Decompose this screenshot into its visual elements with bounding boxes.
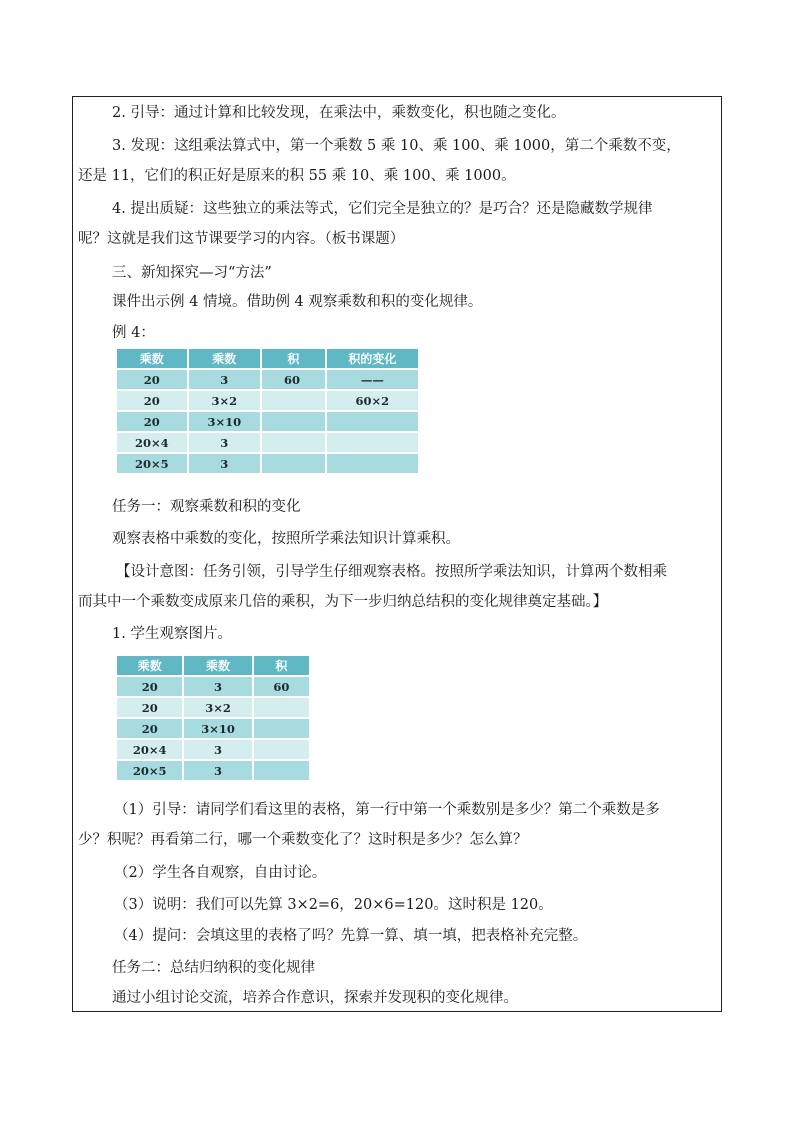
table-header-row	[116, 655, 310, 676]
paragraph-step-1-cont: 少？积呢？再看第二行，哪一个乘数变化了？这时积是多少？怎么算？	[78, 832, 528, 848]
table-cell: 60×2	[326, 390, 419, 411]
table-row	[116, 718, 310, 739]
column-header: 乘数	[188, 348, 262, 369]
paragraph-guide: 2. 引导：通过计算和比较发现，在乘法中，乘数变化，积也随之变化。	[112, 105, 566, 121]
paragraph-step-4: （4）提问：会填这里的表格了吗？先算一算、填一填，把表格补充完整。	[114, 928, 588, 944]
table-row	[116, 390, 419, 411]
table-cell: 3	[188, 432, 262, 453]
column-header: 积的变化	[326, 348, 419, 369]
table-cell	[261, 453, 326, 474]
table-cell: 3×10	[188, 411, 262, 432]
table-row	[116, 760, 310, 781]
table-cell	[326, 453, 419, 474]
table-cell: 3×2	[188, 390, 262, 411]
example-table	[115, 347, 420, 475]
table-row	[116, 739, 310, 760]
table-row	[116, 432, 419, 453]
table-cell: 3	[188, 453, 262, 474]
table-header-row	[116, 348, 419, 369]
paragraph-discover: 3. 发现：这组乘法算式中，第一个乘数 5 乘 10、乘 100、乘 1000，第二个乘数不变，	[112, 138, 681, 154]
table-row	[116, 453, 419, 474]
table-cell: 20	[116, 411, 188, 432]
table-cell	[326, 432, 419, 453]
paragraph-step-2: （2）学生各自观察，自由讨论。	[114, 865, 327, 881]
table-cell: ——	[326, 369, 419, 390]
paragraph-observe: 观察表格中乘数的变化，按照所学乘法知识计算乘积。	[112, 531, 460, 547]
column-header: 乘数	[116, 348, 188, 369]
example-label: 例 4：	[112, 325, 155, 341]
section-heading: 三、新知探究—习“方法”	[112, 265, 272, 281]
table-cell	[261, 390, 326, 411]
table-row	[116, 697, 310, 718]
table-cell: 20×4	[116, 739, 183, 760]
paragraph-courseware: 课件出示例 4 情境。借助例 4 观察乘数和积的变化规律。	[112, 294, 483, 310]
table-cell: 3×10	[183, 718, 252, 739]
table-cell	[261, 432, 326, 453]
table-cell	[253, 718, 310, 739]
table-cell: 20	[116, 390, 188, 411]
design-intent: 【设计意图：任务引领，引导学生仔细观察表格。按照所学乘法知识，计算两个数相乘	[116, 564, 667, 580]
column-header: 乘数	[183, 655, 252, 676]
table-cell: 20×4	[116, 432, 188, 453]
column-header: 积	[261, 348, 326, 369]
design-intent-cont: 而其中一个乘数变成原来几倍的乘积，为下一步归纳总结积的变化规律奠定基础。】	[78, 594, 608, 610]
table-cell	[261, 411, 326, 432]
paragraph-step-1: （1）引导：请同学们看这里的表格，第一行中第一个乘数别是多少？第二个乘数是多	[114, 802, 660, 818]
table-cell	[326, 411, 419, 432]
table-cell: 20	[116, 676, 183, 697]
table-cell: 20	[116, 697, 183, 718]
column-header: 乘数	[116, 655, 183, 676]
table-cell: 3	[188, 369, 262, 390]
table-cell: 3×2	[183, 697, 252, 718]
table-row	[116, 676, 310, 697]
table-row	[116, 411, 419, 432]
paragraph-students-observe: 1. 学生观察图片。	[112, 626, 232, 642]
paragraph-question-cont: 呢？这就是我们这节课要学习的内容。（板书课题）	[78, 231, 405, 247]
table-cell	[253, 697, 310, 718]
table-row	[116, 369, 419, 390]
table-cell: 20	[116, 718, 183, 739]
observation-table	[115, 654, 311, 782]
table-cell	[253, 760, 310, 781]
paragraph-step-3: （3）说明：我们可以先算 3×2=6，20×6=120。这时积是 120。	[114, 897, 553, 913]
table-cell: 20×5	[116, 760, 183, 781]
table-cell: 3	[183, 676, 252, 697]
column-header: 积	[253, 655, 310, 676]
table-cell: 60	[261, 369, 326, 390]
table-cell: 20×5	[116, 453, 188, 474]
table-cell: 3	[183, 760, 252, 781]
table-cell	[253, 739, 310, 760]
table-cell: 60	[253, 676, 310, 697]
table-cell: 3	[183, 739, 252, 760]
table-cell: 20	[116, 369, 188, 390]
paragraph-group-discussion: 通过小组讨论交流，培养合作意识，探索并发现积的变化规律。	[112, 990, 518, 1006]
paragraph-discover-cont: 还是 11，它们的积正好是原来的积 55 乘 10、乘 100、乘 1000。	[78, 168, 516, 184]
task-one-heading: 任务一：观察乘数和积的变化	[112, 499, 301, 515]
task-two-heading: 任务二：总结归纳积的变化规律	[112, 960, 315, 976]
paragraph-question: 4. 提出质疑：这些独立的乘法等式，它们完全是独立的？是巧合？还是隐藏数学规律	[112, 201, 653, 217]
